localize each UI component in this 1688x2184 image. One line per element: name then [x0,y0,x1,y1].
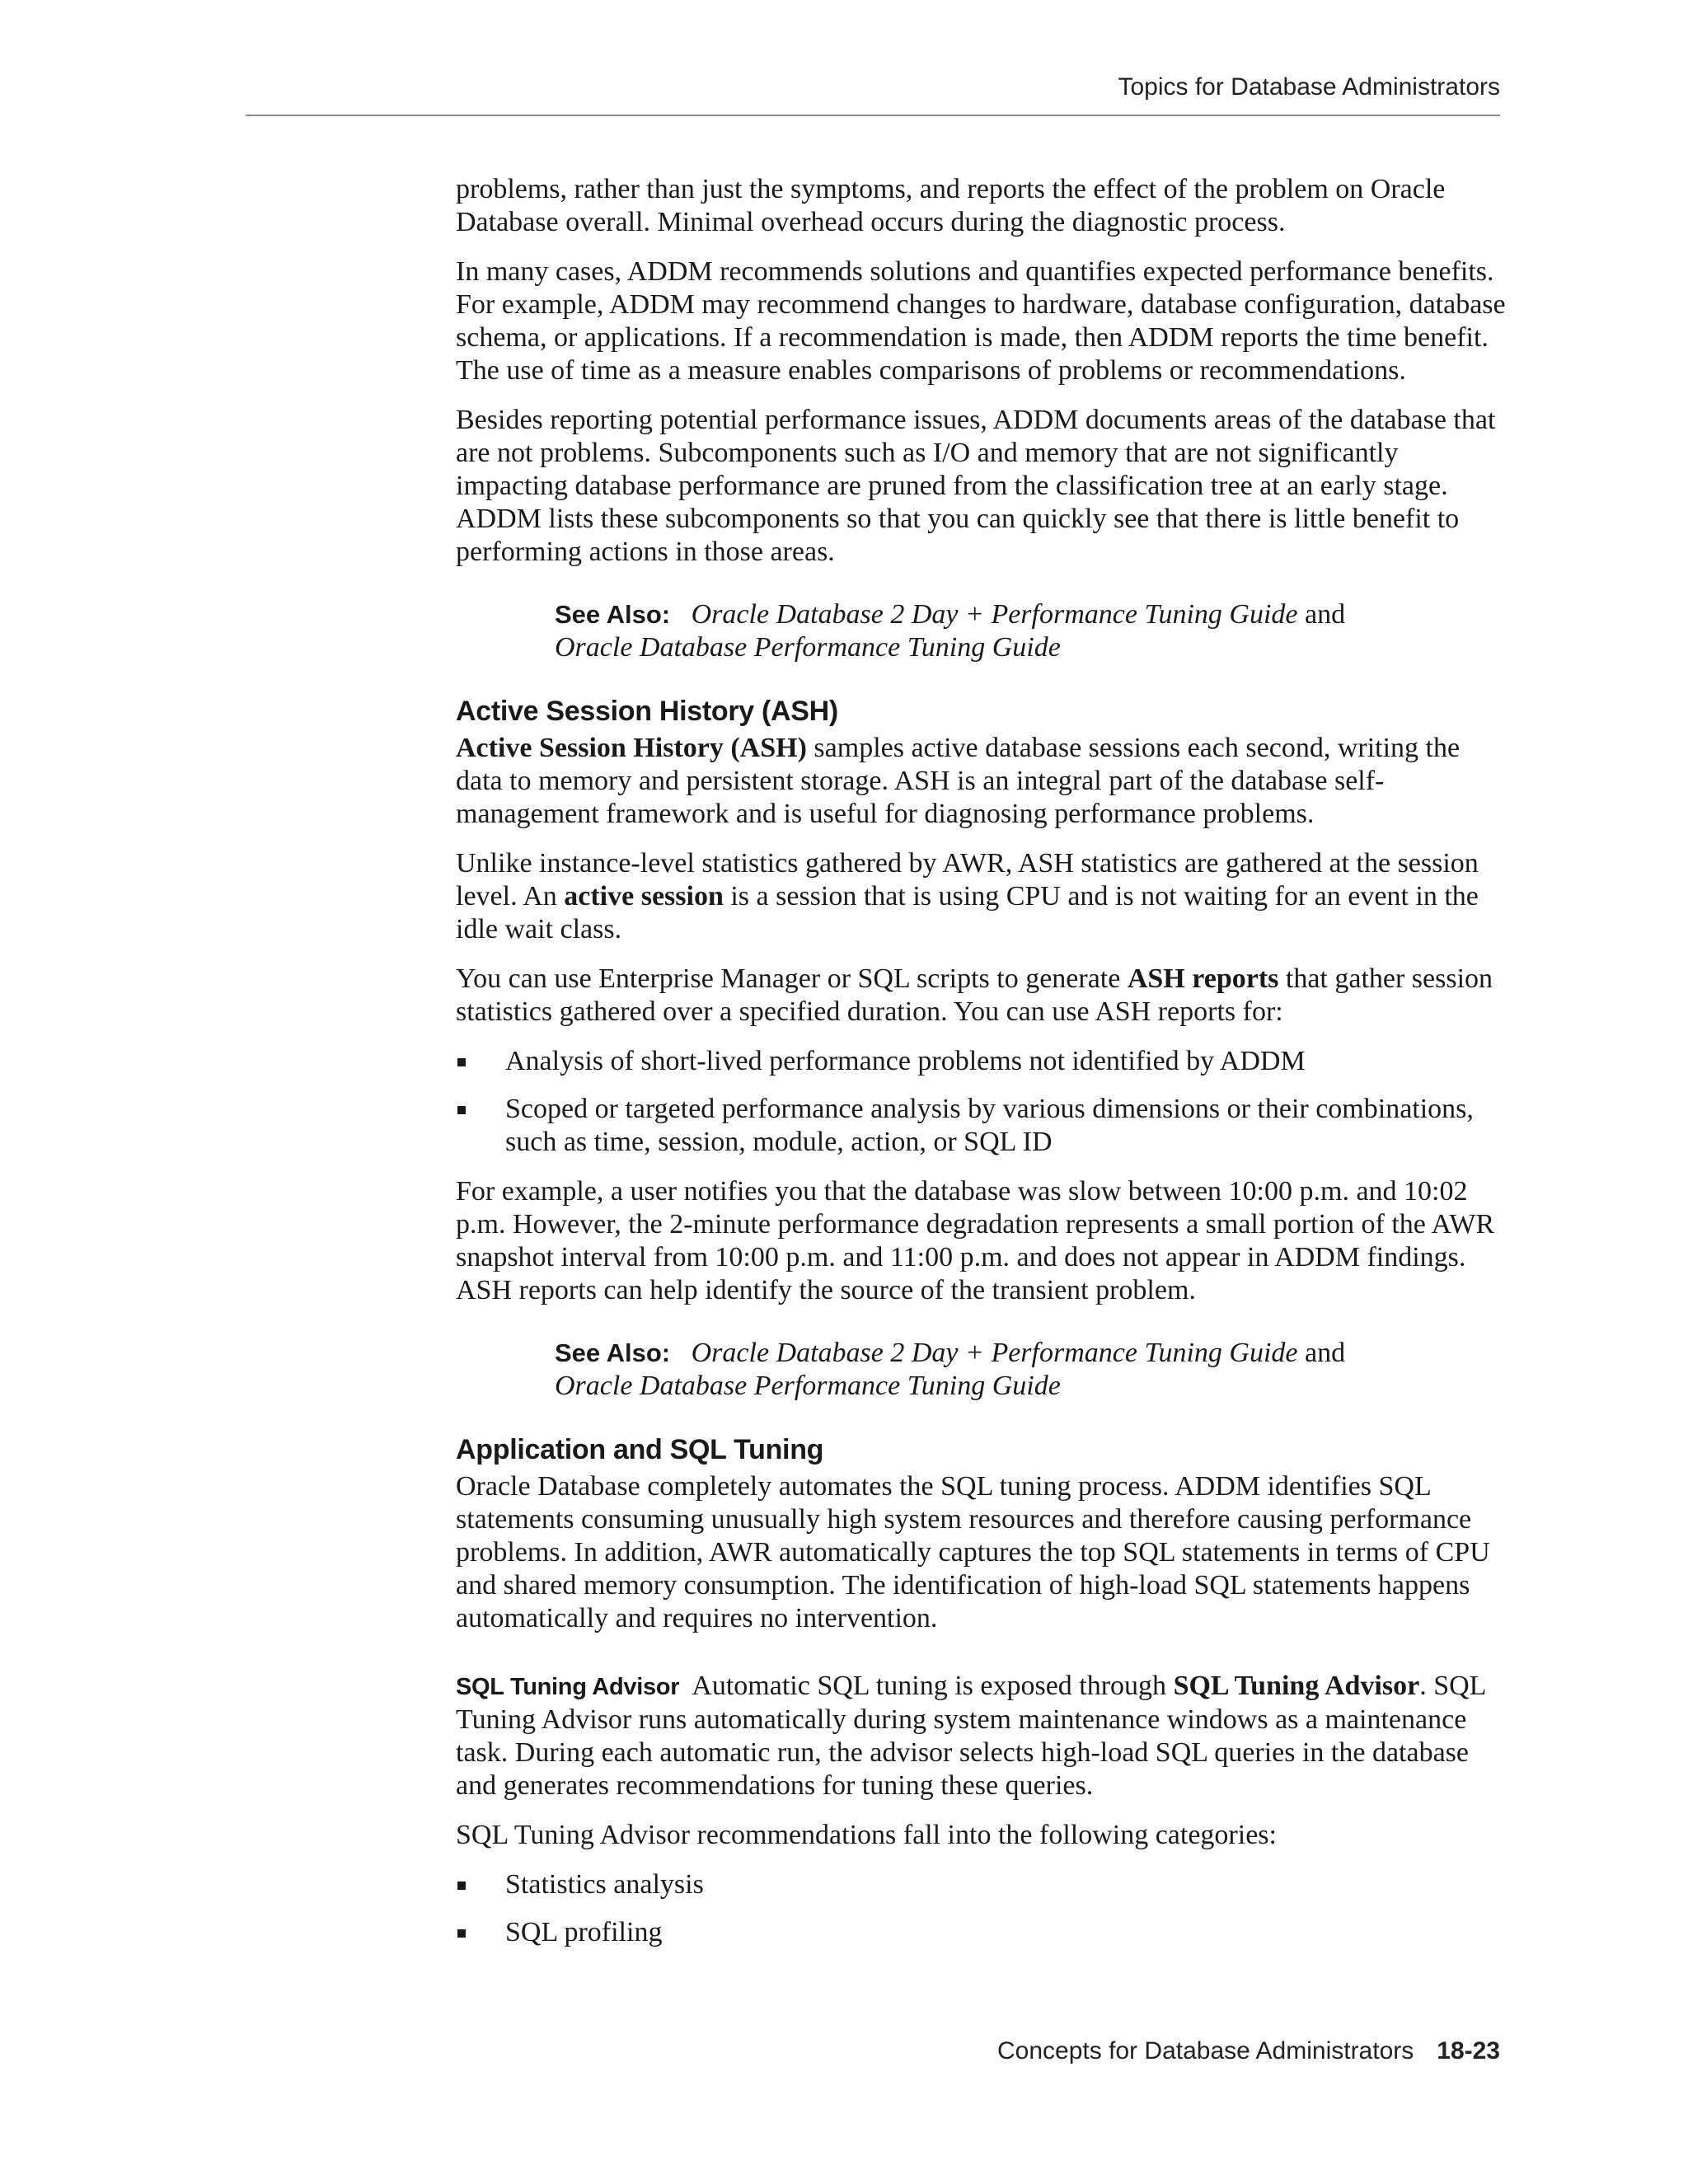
paragraph-text: samples active database sessions each second, writing the data to memory and persistent storage. ASH is an integral part of the database self-management framework and is useful for diagnosing performance problems. [456,733,1461,829]
paragraph: In many cases, ADDM recommends solutions and quantifies expected performance benefits. For example, ADDM may recommend changes to hardware, database configuration, database schema, or applications. If a recommendation is made, then ADDM reports the time benefit. The use of time as a measure enables comparisons of problems or recommendations. [456,256,1506,386]
paragraph-text: . SQL Tuning Advisor runs automatically during system maintenance windows as a maintenance task. During each automatic run, the advisor selects high-load SQL queries in the database and generates recommendations for tuning these queries. [456,1671,1486,1801]
see-also-link[interactable]: Oracle Database 2 Day + Performance Tuning Guide [691,599,1298,630]
paragraph: For example, a user notifies you that the database was slow between 10:00 p.m. and 10:02 p.m. However, the 2-minute performance degradation represents a small portion of the AWR snapshot interval from 10:00 p.m. and 11:00 p.m. and does not appear in ADDM findings. ASH reports can help identify the source of the transient problem. [456,1176,1495,1305]
section-heading-ash: Active Session History (ASH) [456,696,838,727]
see-also-link[interactable]: Oracle Database Performance Tuning Guide [555,1371,1061,1401]
bullet-list [456,1045,1507,1159]
paragraph-text: You can use Enterprise Manager or SQL scripts to generate [456,963,1128,994]
see-also-label: See Also: [555,1338,671,1367]
paragraph: SQL Tuning Advisor recommendations fall into the following categories: [456,1820,1277,1850]
page-content [456,173,1507,1966]
see-also-link[interactable]: Oracle Database 2 Day + Performance Tuning Guide [691,1338,1298,1368]
paragraph: problems, rather than just the symptoms, and reports the effect of the problem on Oracle Database overall. Minimal overhead occurs during the diagnostic process. [456,174,1446,237]
spacer [456,1652,1507,1670]
paragraph-text: is a session that is using CPU and is not waiting for an event in the idle wait class. [456,881,1479,944]
glossary-term: SQL Tuning Advisor [1173,1671,1420,1701]
list-item-text: SQL profiling [505,1917,663,1947]
glossary-term: active session [564,881,724,912]
list-item-text: Statistics analysis [505,1869,704,1900]
see-also-label: See Also: [555,600,671,629]
square-bullet-icon [457,1106,466,1114]
list-item [456,1916,1507,1949]
paragraph [456,847,1507,946]
paragraph: Besides reporting potential performance issues, ADDM documents areas of the database that are not problems. Subcomponents such as I/O and memory that are not significantly impacting database performance are pruned from the classification tree at an early stage. ADDM lists these subcomponents so that you can quickly see that there is little benefit to performing actions in those areas. [456,405,1496,567]
header-rule [246,115,1500,116]
see-also-note [555,1337,1507,1403]
list-item [456,1868,1507,1901]
paragraph [456,1670,1507,1802]
section-heading-sql-tuning: Application and SQL Tuning [456,1434,824,1465]
paragraph [456,732,1507,831]
see-also-link[interactable]: Oracle Database Performance Tuning Guide [555,632,1061,663]
glossary-term: Active Session History (ASH) [456,733,807,763]
paragraph-text: that gather session statistics gathered over a specified duration. You can use ASH reports for: [456,963,1493,1027]
paragraph-text: Automatic SQL tuning is exposed through [679,1671,1174,1701]
list-item-text: Analysis of short-lived performance problems not identified by ADDM [505,1046,1306,1076]
paragraph: Oracle Database completely automates the SQL tuning process. ADDM identifies SQL statements consuming unusually high system resources and therefore causing performance problems. In addition, AWR automatically captures the top SQL statements in terms of CPU and shared memory consumption. The identification of high-load SQL statements happens automatically and requires no intervention. [456,1471,1490,1633]
see-also-joiner: and [1297,599,1346,630]
footer-book-title: Concepts for Database Administrators [997,2037,1414,2064]
runin-heading: SQL Tuning Advisor [456,1674,680,1700]
running-header: Topics for Database Administrators [1118,73,1500,101]
running-footer [246,2036,1500,2066]
list-item-text: Scoped or targeted performance analysis by various dimensions or their combinations, such as time, session, module, action, or SQL ID [505,1094,1474,1157]
list-item [456,1045,1507,1078]
square-bullet-icon [457,1058,466,1066]
page-number: 18-23 [1437,2037,1500,2064]
paragraph [456,963,1507,1029]
glossary-term: ASH reports [1127,963,1279,994]
see-also-note [555,598,1507,664]
square-bullet-icon [457,1929,466,1938]
bullet-list [456,1868,1507,1949]
see-also-joiner: and [1297,1338,1346,1368]
list-item [456,1093,1507,1159]
paragraph-text: Unlike instance-level statistics gathered by AWR, ASH statistics are gathered at the session level. An [456,848,1479,912]
square-bullet-icon [457,1882,466,1890]
